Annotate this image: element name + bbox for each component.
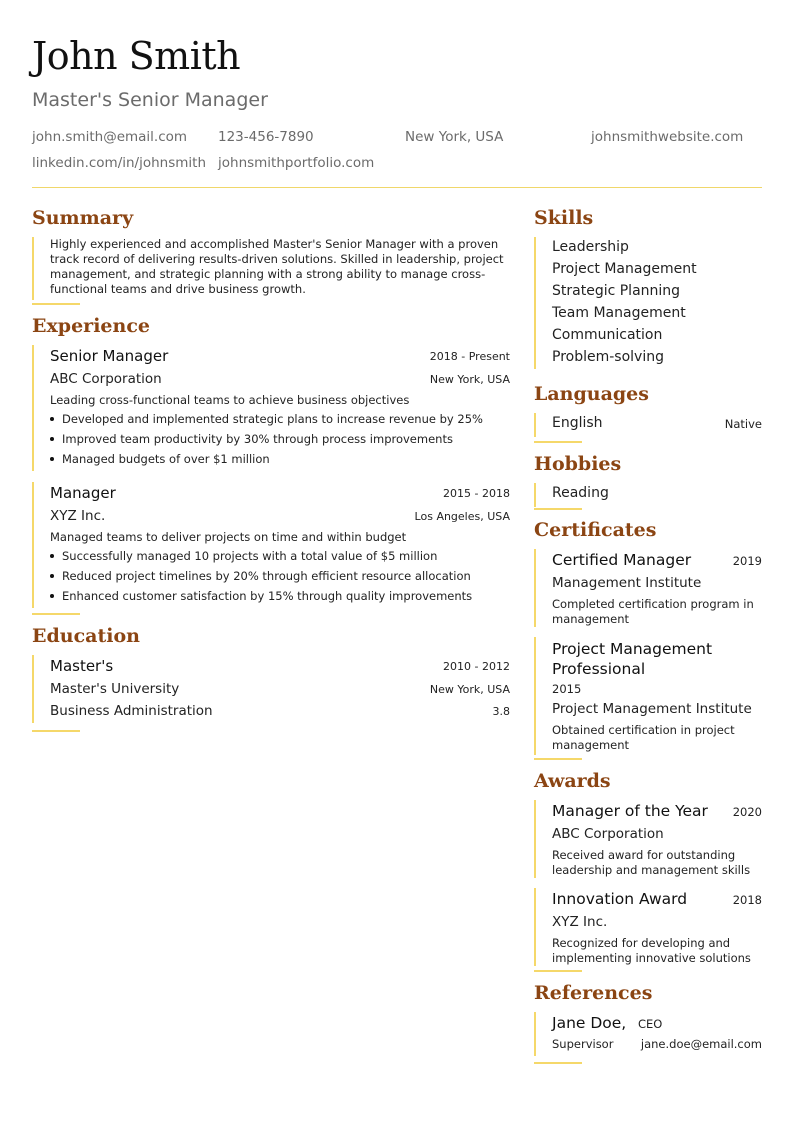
education-school: Master's University (50, 681, 180, 697)
certificate-2 (534, 637, 762, 755)
award-description: Received award for outstanding leadership and management skills (552, 848, 751, 877)
award-title: Manager of the Year (552, 802, 708, 820)
award-title: Innovation Award (552, 890, 688, 908)
reference-block (534, 1012, 762, 1056)
languages-heading: Languages (534, 383, 649, 405)
certificate-description: Obtained certification in project management (552, 723, 735, 752)
awards-underline (534, 970, 582, 972)
bullet-text: Reduced project timelines by 20% through efficient resource allocation (62, 569, 471, 583)
skill-item: Team Management (552, 305, 686, 321)
job-bullet (50, 549, 437, 563)
contact-email[interactable]: john.smith@email.com (32, 129, 188, 145)
hobby-item: Reading (552, 485, 609, 501)
references-heading: References (534, 982, 653, 1004)
education-location: New York, USA (429, 683, 510, 696)
skill-item: Strategic Planning (552, 283, 681, 299)
reference-email[interactable]: jane.doe@email.com (640, 1037, 762, 1051)
hobbies-underline (534, 508, 582, 510)
reference-name: Jane Doe, (552, 1014, 627, 1032)
job-bullet (50, 432, 453, 446)
job-dates: 2018 - Present (429, 350, 510, 363)
education-block (32, 655, 510, 723)
award-year: 2020 (732, 805, 762, 819)
header-divider (32, 187, 762, 188)
award-issuer: ABC Corporation (552, 826, 664, 842)
bullet-dot (50, 574, 54, 578)
certificate-1 (534, 549, 762, 627)
languages-underline (534, 441, 582, 443)
language-level: Native (724, 417, 762, 431)
job-description: Leading cross-functional teams to achieve business objectives (50, 393, 410, 407)
job-description: Managed teams to deliver projects on time and within budget (50, 530, 407, 544)
award-description: Recognized for developing and implementing innovative solutions (552, 936, 751, 965)
contact-portfolio[interactable]: johnsmithportfolio.com (218, 155, 375, 171)
experience-job-2 (32, 482, 510, 608)
reference-relation: Supervisor (552, 1037, 614, 1051)
bullet-dot (50, 417, 54, 421)
certificates-underline (534, 758, 582, 760)
bullet-text: Managed budgets of over $1 million (62, 452, 270, 466)
hobbies-block (534, 483, 762, 507)
bullet-text: Improved team productivity by 30% through process improvements (62, 432, 453, 446)
certificates-heading: Certificates (534, 519, 657, 541)
job-location: Los Angeles, USA (414, 510, 510, 523)
bullet-dot (50, 457, 54, 461)
bullet-dot (50, 594, 54, 598)
award-year: 2018 (732, 893, 762, 907)
award-2 (534, 888, 762, 966)
job-bullet (50, 412, 483, 426)
education-dates: 2010 - 2012 (443, 660, 510, 673)
education-gpa: 3.8 (492, 705, 510, 718)
certificate-year: 2015 (552, 682, 582, 696)
job-title: Senior Manager (50, 347, 169, 365)
certificate-title: Project Management Professional (552, 640, 713, 678)
certificate-year: 2019 (732, 554, 762, 568)
certificate-issuer: Management Institute (552, 575, 702, 591)
job-dates: 2015 - 2018 (443, 487, 510, 500)
skills-heading: Skills (534, 207, 594, 229)
job-title: Manager (50, 484, 116, 502)
bullet-text: Developed and implemented strategic plans to increase revenue by 25% (62, 412, 483, 426)
bullet-dot (50, 437, 54, 441)
summary-underline (32, 303, 80, 305)
skill-item: Project Management (552, 261, 697, 277)
award-issuer: XYZ Inc. (552, 914, 608, 930)
contact-linkedin[interactable]: linkedin.com/in/johnsmith (32, 155, 207, 171)
summary-text: Highly experienced and accomplished Master's Senior Manager with a proven track record of delivering results-driven solutions. Skilled in leadership, project management, and strategic planning with a strong ability to manage cross-functional teams and drive business growth. (50, 237, 504, 296)
experience-heading: Experience (32, 315, 150, 337)
language-name: English (552, 415, 603, 431)
education-underline (32, 730, 80, 732)
skill-item: Communication (552, 327, 663, 343)
hobbies-heading: Hobbies (534, 453, 622, 475)
job-bullet (50, 589, 472, 603)
job-bullet (50, 452, 270, 466)
skill-item: Leadership (552, 239, 629, 255)
education-field: Business Administration (50, 703, 213, 719)
skill-item: Problem-solving (552, 349, 664, 365)
job-bullet (50, 569, 471, 583)
contact-phone[interactable]: 123-456-7890 (218, 129, 314, 145)
certificate-description: Completed certification program in management (552, 597, 754, 626)
candidate-name: John Smith (32, 34, 241, 78)
reference-role: CEO (638, 1017, 663, 1031)
certificate-issuer: Project Management Institute (552, 701, 752, 717)
summary-block (32, 237, 510, 300)
skills-block (534, 237, 762, 369)
contact-website[interactable]: johnsmithwebsite.com (591, 129, 744, 145)
award-1 (534, 800, 762, 878)
contact-location: New York, USA (405, 129, 504, 145)
bullet-text: Successfully managed 10 projects with a total value of $5 million (62, 549, 438, 563)
job-company: ABC Corporation (50, 371, 162, 387)
summary-heading: Summary (32, 207, 134, 229)
candidate-title: Master's Senior Manager (32, 89, 268, 111)
bullet-dot (50, 554, 54, 558)
experience-job-1 (32, 345, 510, 471)
languages-block (534, 413, 762, 437)
job-company: XYZ Inc. (50, 508, 106, 524)
education-degree: Master's (50, 657, 114, 675)
awards-heading: Awards (534, 770, 611, 792)
certificate-title: Certified Manager (552, 551, 692, 569)
job-location: New York, USA (429, 373, 510, 386)
education-heading: Education (32, 625, 140, 647)
experience-underline (32, 613, 80, 615)
references-underline (534, 1062, 582, 1064)
bullet-text: Enhanced customer satisfaction by 15% through quality improvements (62, 589, 473, 603)
